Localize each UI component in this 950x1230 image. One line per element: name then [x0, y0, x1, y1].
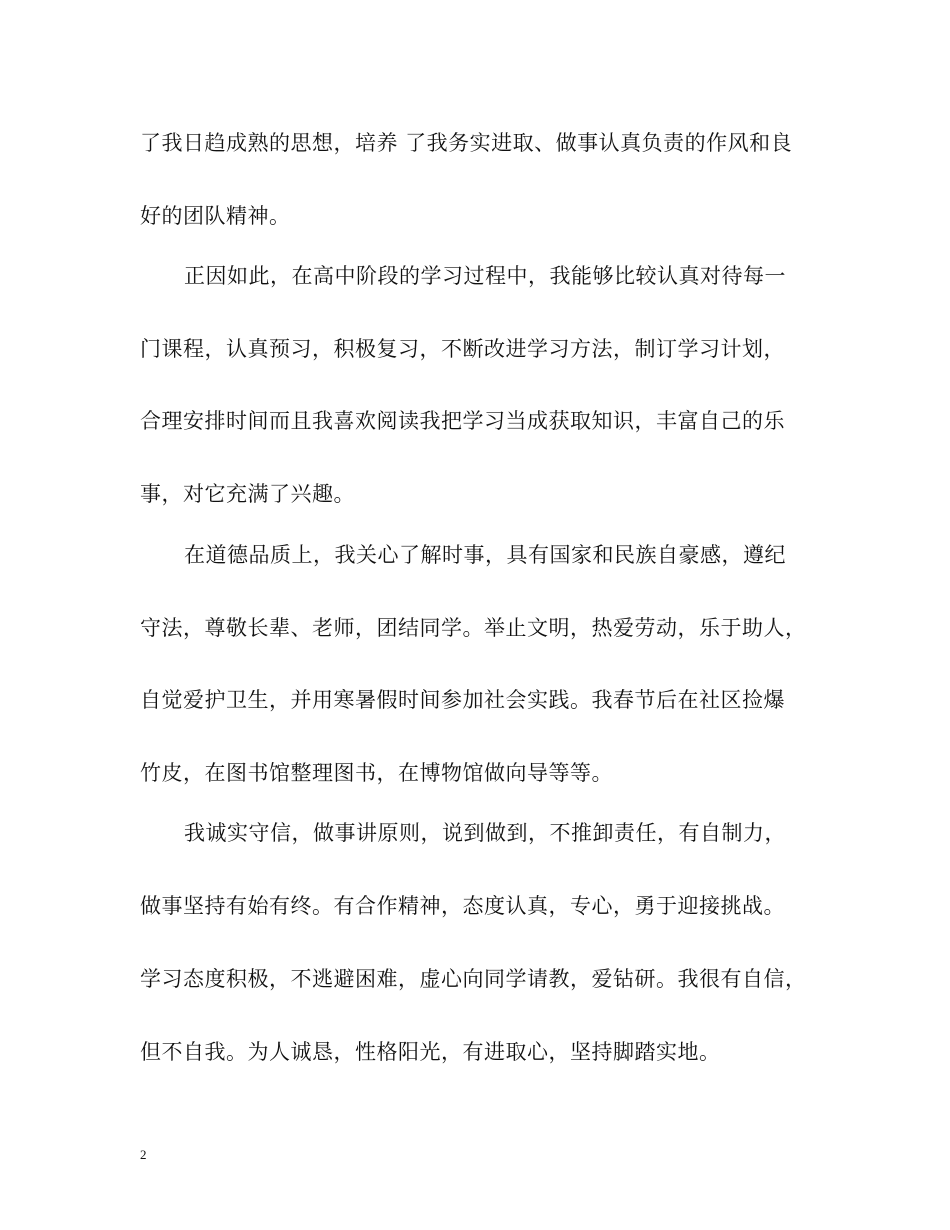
text-line: 做事坚持有始有终。有合作精神，态度认真，专心，勇于迎接挑战。 — [140, 894, 785, 918]
text-line: 门课程，认真预习，积极复习，不断改进学习方法，制订学习计划， — [140, 337, 785, 361]
paragraph-first-line: 在道德品质上，我关心了解时事，具有国家和民族自豪感，遵纪 — [184, 543, 786, 567]
text-line: 了我日趋成熟的思想，培养 了我务实进取、做事认真负责的作风和良 — [140, 131, 793, 155]
text-line: 自觉爱护卫生，并用寒暑假时间参加社会实践。我春节后在社区捡爆 — [140, 688, 785, 712]
text-line: 事，对它充满了兴趣。 — [140, 482, 355, 506]
text-line: 好的团队精神。 — [140, 204, 291, 228]
paragraph-first-line: 正因如此，在高中阶段的学习过程中，我能够比较认真对待每一 — [184, 264, 786, 288]
page-number: 2 — [140, 1147, 147, 1162]
text-line: 合理安排时间而且我喜欢阅读我把学习当成获取知识，丰富自己的乐 — [140, 409, 785, 433]
text-line: 但不自我。为人诚恳，性格阳光，有进取心，坚持脚踏实地。 — [140, 1040, 721, 1064]
text-line: 守法，尊敬长辈、老师，团结同学。举止文明，热爱劳动，乐于助人， — [140, 616, 807, 640]
text-line: 竹皮，在图书馆整理图书，在博物馆做向导等等。 — [140, 761, 613, 785]
text-line: 学习态度积极，不逃避困难，虚心向同学请教，爱钻研。我很有自信， — [140, 967, 807, 991]
paragraph-first-line: 我诚实守信，做事讲原则，说到做到，不推卸责任，有自制力， — [184, 821, 786, 845]
